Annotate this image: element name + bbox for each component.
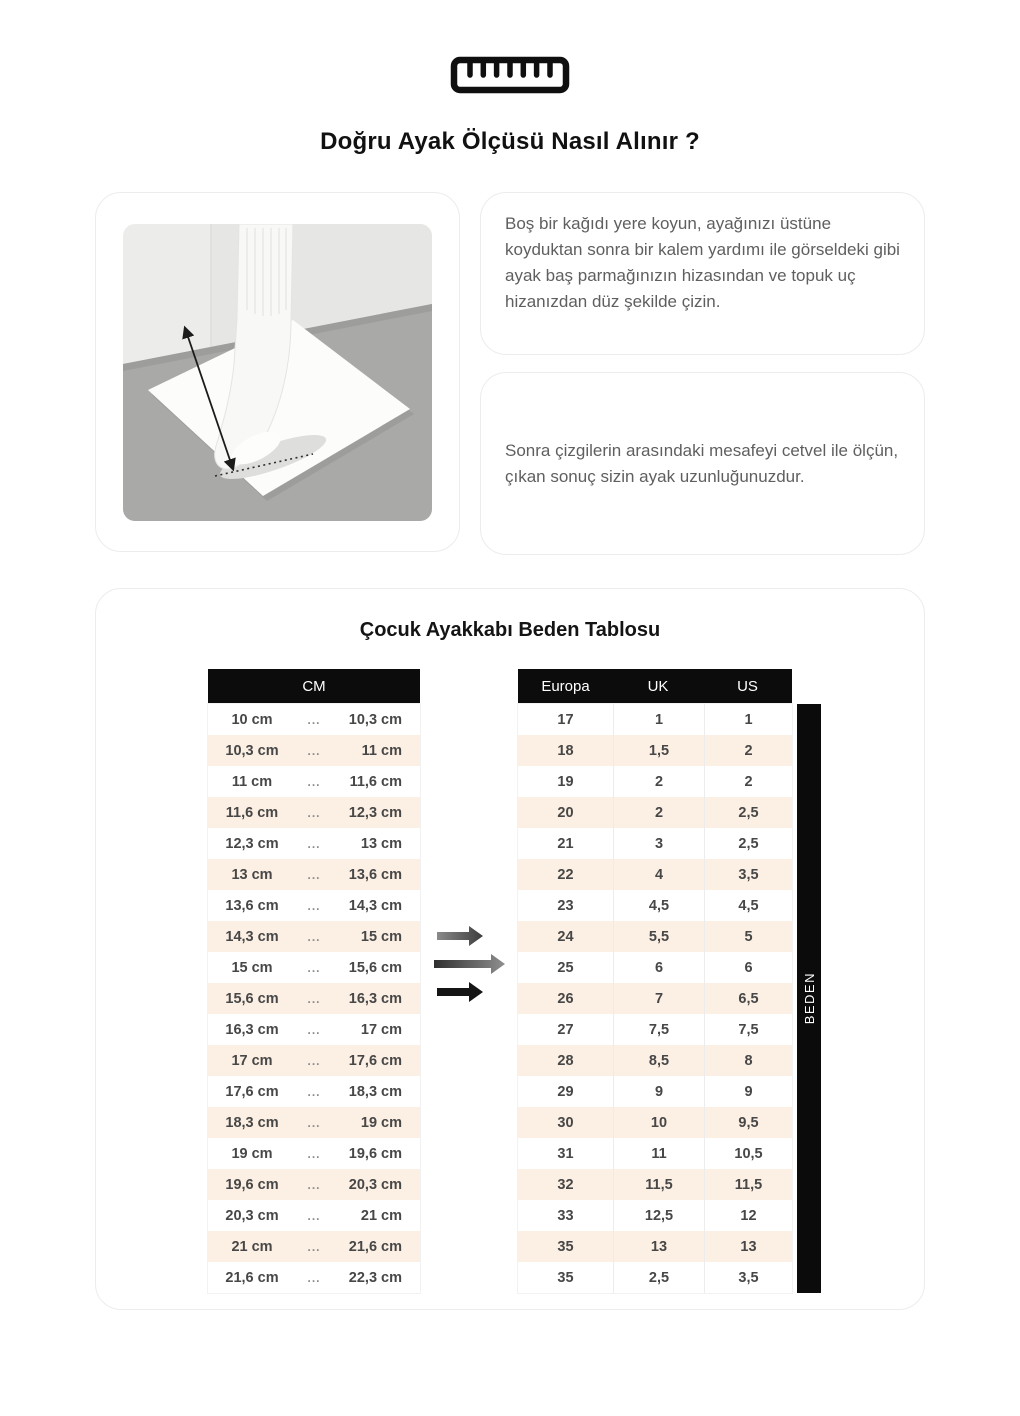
table-row [208,1138,420,1169]
instructions-section [95,192,925,555]
arrows-spacer [420,669,518,1293]
beden-vertical-bar [797,704,821,1293]
table-row [518,1200,792,1231]
cm-from-value: 21 cm [231,1238,273,1255]
cm-separator: ... [307,898,321,913]
us-value: 2,5 [705,828,792,859]
cm-from-value: 20,3 cm [225,1207,279,1224]
cm-from-value: 19,6 cm [225,1176,279,1193]
table-row [208,766,420,797]
cm-separator: ... [307,1053,321,1068]
us-value: 4,5 [705,890,792,921]
cm-separator: ... [307,1177,321,1192]
cm-from-value: 11,6 cm [225,804,279,821]
table-row [518,890,792,921]
cm-from-value: 11 cm [231,773,273,790]
uk-value: 11 [614,1138,704,1169]
table-row [518,859,792,890]
cm-to-value: 11,6 cm [349,773,402,790]
europa-value: 30 [518,1107,613,1138]
cm-from-value: 17,6 cm [225,1083,279,1100]
us-value: 2 [705,735,792,766]
table-row [208,1076,420,1107]
instruction-cards [480,192,925,555]
beden-label: BEDEN [801,972,817,1025]
us-value: 7,5 [705,1014,792,1045]
europa-value: 18 [518,735,613,766]
cm-from-value: 13,6 cm [225,897,279,914]
europa-value: 23 [518,890,613,921]
us-value: 8 [705,1045,792,1076]
cm-separator: ... [307,991,321,1006]
table-row [208,1200,420,1231]
cm-to-value: 18,3 cm [348,1083,402,1100]
cm-to-value: 20,3 cm [348,1176,402,1193]
cm-separator: ... [307,743,321,758]
cm-to-value: 21 cm [360,1207,402,1224]
table-row [208,1231,420,1262]
table-row [518,797,792,828]
cm-from-value: 13 cm [231,866,273,883]
table-row [208,828,420,859]
cm-to-value: 12,3 cm [348,804,402,821]
table-row [208,704,420,735]
europa-value: 22 [518,859,613,890]
us-value: 2,5 [705,797,792,828]
cm-separator: ... [307,1239,321,1254]
cm-separator: ... [307,836,321,851]
cm-from-value: 10 cm [231,711,273,728]
cm-separator: ... [307,1115,321,1130]
uk-value: 11,5 [614,1169,704,1200]
instruction-step-2 [480,372,925,555]
table-row [518,1107,792,1138]
international-size-table [518,669,792,1293]
europa-value: 20 [518,797,613,828]
table-row [518,704,792,735]
instruction-step-2-text: Sonra çizgilerin arasındaki mesafeyi cetvel ile ölçün, çıkan sonuç sizin ayak uzunluğunuzdur. [505,440,899,486]
europa-value: 33 [518,1200,613,1231]
table-row [518,735,792,766]
us-value: 6 [705,952,792,983]
header-uk: UK [647,678,669,695]
cm-to-value: 13 cm [360,835,402,852]
uk-value: 8,5 [614,1045,704,1076]
table-row [208,983,420,1014]
cm-from-value: 21,6 cm [225,1269,279,1286]
uk-value: 10 [614,1107,704,1138]
table-row [518,1169,792,1200]
cm-from-value: 15 cm [231,959,273,976]
uk-value: 4,5 [614,890,704,921]
us-value: 13 [705,1231,792,1262]
europa-value: 32 [518,1169,613,1200]
cm-to-value: 10,3 cm [348,711,402,728]
uk-value: 9 [614,1076,704,1107]
europa-value: 25 [518,952,613,983]
uk-value: 1 [614,704,704,735]
table-row [208,797,420,828]
uk-value: 5,5 [614,921,704,952]
table-row [208,1169,420,1200]
europa-value: 29 [518,1076,613,1107]
cm-from-value: 10,3 cm [225,742,279,759]
transfer-arrows-icon [429,922,509,1006]
uk-value: 2,5 [614,1262,704,1293]
europa-value: 21 [518,828,613,859]
cm-from-value: 12,3 cm [225,835,279,852]
table-row [518,1231,792,1262]
europa-value: 26 [518,983,613,1014]
table-row [518,1262,792,1293]
cm-separator: ... [307,867,321,882]
cm-from-value: 19 cm [231,1145,273,1162]
cm-separator: ... [307,1208,321,1223]
us-value: 3,5 [705,859,792,890]
header-us: US [737,678,758,695]
cm-separator: ... [307,774,321,789]
cm-to-value: 13,6 cm [348,866,402,883]
us-value: 10,5 [705,1138,792,1169]
table-row [208,1014,420,1045]
uk-value: 4 [614,859,704,890]
us-value: 3,5 [705,1262,792,1293]
cm-separator: ... [307,712,321,727]
cm-separator: ... [307,929,321,944]
table-row [208,1045,420,1076]
europa-value: 28 [518,1045,613,1076]
page-title: Doğru Ayak Ölçüsü Nasıl Alınır ? [320,128,700,155]
cm-separator: ... [307,1084,321,1099]
europa-value: 24 [518,921,613,952]
uk-value: 6 [614,952,704,983]
cm-table-header: CM [208,669,420,704]
table-row [518,1014,792,1045]
table-row [518,1076,792,1107]
cm-from-value: 17 cm [231,1052,273,1069]
cm-to-value: 14,3 cm [348,897,402,914]
us-value: 12 [705,1200,792,1231]
ruler-icon [450,56,570,94]
size-table-card [95,588,925,1310]
cm-separator: ... [307,1022,321,1037]
cm-separator: ... [307,960,321,975]
table-row [518,1045,792,1076]
table-row [208,890,420,921]
table-row [208,921,420,952]
cm-separator: ... [307,1146,321,1161]
cm-to-value: 17 cm [360,1021,402,1038]
table-row [518,952,792,983]
cm-to-value: 17,6 cm [348,1052,402,1069]
cm-table-body [208,704,420,1293]
table-row [518,766,792,797]
cm-from-value: 15,6 cm [225,990,279,1007]
uk-value: 7,5 [614,1014,704,1045]
cm-separator: ... [307,1270,321,1285]
us-value: 9 [705,1076,792,1107]
table-row [208,1262,420,1293]
size-tables [96,669,924,1293]
table-row [208,735,420,766]
uk-value: 12,5 [614,1200,704,1231]
cm-to-value: 21,6 cm [348,1238,402,1255]
uk-value: 1,5 [614,735,704,766]
uk-value: 13 [614,1231,704,1262]
instruction-step-1-text: Boş bir kağıdı yere koyun, ayağınızı üstüne koyduktan sonra bir kalem yardımı ile görseldeki gibi ayak baş parmağınızın hizasından ve topuk uç hizanızdan düz şekilde çizin. [505,214,900,311]
us-value: 5 [705,921,792,952]
table-row [518,983,792,1014]
instruction-step-1 [480,192,925,355]
us-value: 6,5 [705,983,792,1014]
europa-value: 27 [518,1014,613,1045]
europa-value: 35 [518,1231,613,1262]
cm-from-value: 18,3 cm [225,1114,279,1131]
cm-to-value: 16,3 cm [348,990,402,1007]
uk-value: 3 [614,828,704,859]
table-row [208,952,420,983]
cm-separator: ... [307,805,321,820]
cm-to-value: 15 cm [360,928,402,945]
cm-table [208,669,420,1293]
table-row [208,1107,420,1138]
europa-value: 35 [518,1262,613,1293]
cm-to-value: 22,3 cm [348,1269,402,1286]
cm-to-value: 19,6 cm [348,1145,402,1162]
table-row [518,921,792,952]
uk-value: 2 [614,766,704,797]
header-europa: Europa [541,678,590,695]
europa-value: 17 [518,704,613,735]
size-table-title: Çocuk Ayakkabı Beden Tablosu [359,619,661,641]
uk-value: 2 [614,797,704,828]
table-row [518,1138,792,1169]
cm-to-value: 11 cm [361,742,402,759]
cm-to-value: 19 cm [360,1114,402,1131]
size-table-body [518,704,792,1293]
size-table-header-row [518,669,792,704]
cm-from-value: 16,3 cm [225,1021,279,1038]
cm-from-value: 14,3 cm [225,928,279,945]
foot-measurement-photo [123,224,432,521]
photo-card [95,192,460,552]
uk-value: 7 [614,983,704,1014]
us-value: 11,5 [705,1169,792,1200]
europa-value: 19 [518,766,613,797]
table-row [518,828,792,859]
us-value: 9,5 [705,1107,792,1138]
table-row [208,859,420,890]
us-value: 1 [705,704,792,735]
us-value: 2 [705,766,792,797]
europa-value: 31 [518,1138,613,1169]
cm-to-value: 15,6 cm [348,959,402,976]
